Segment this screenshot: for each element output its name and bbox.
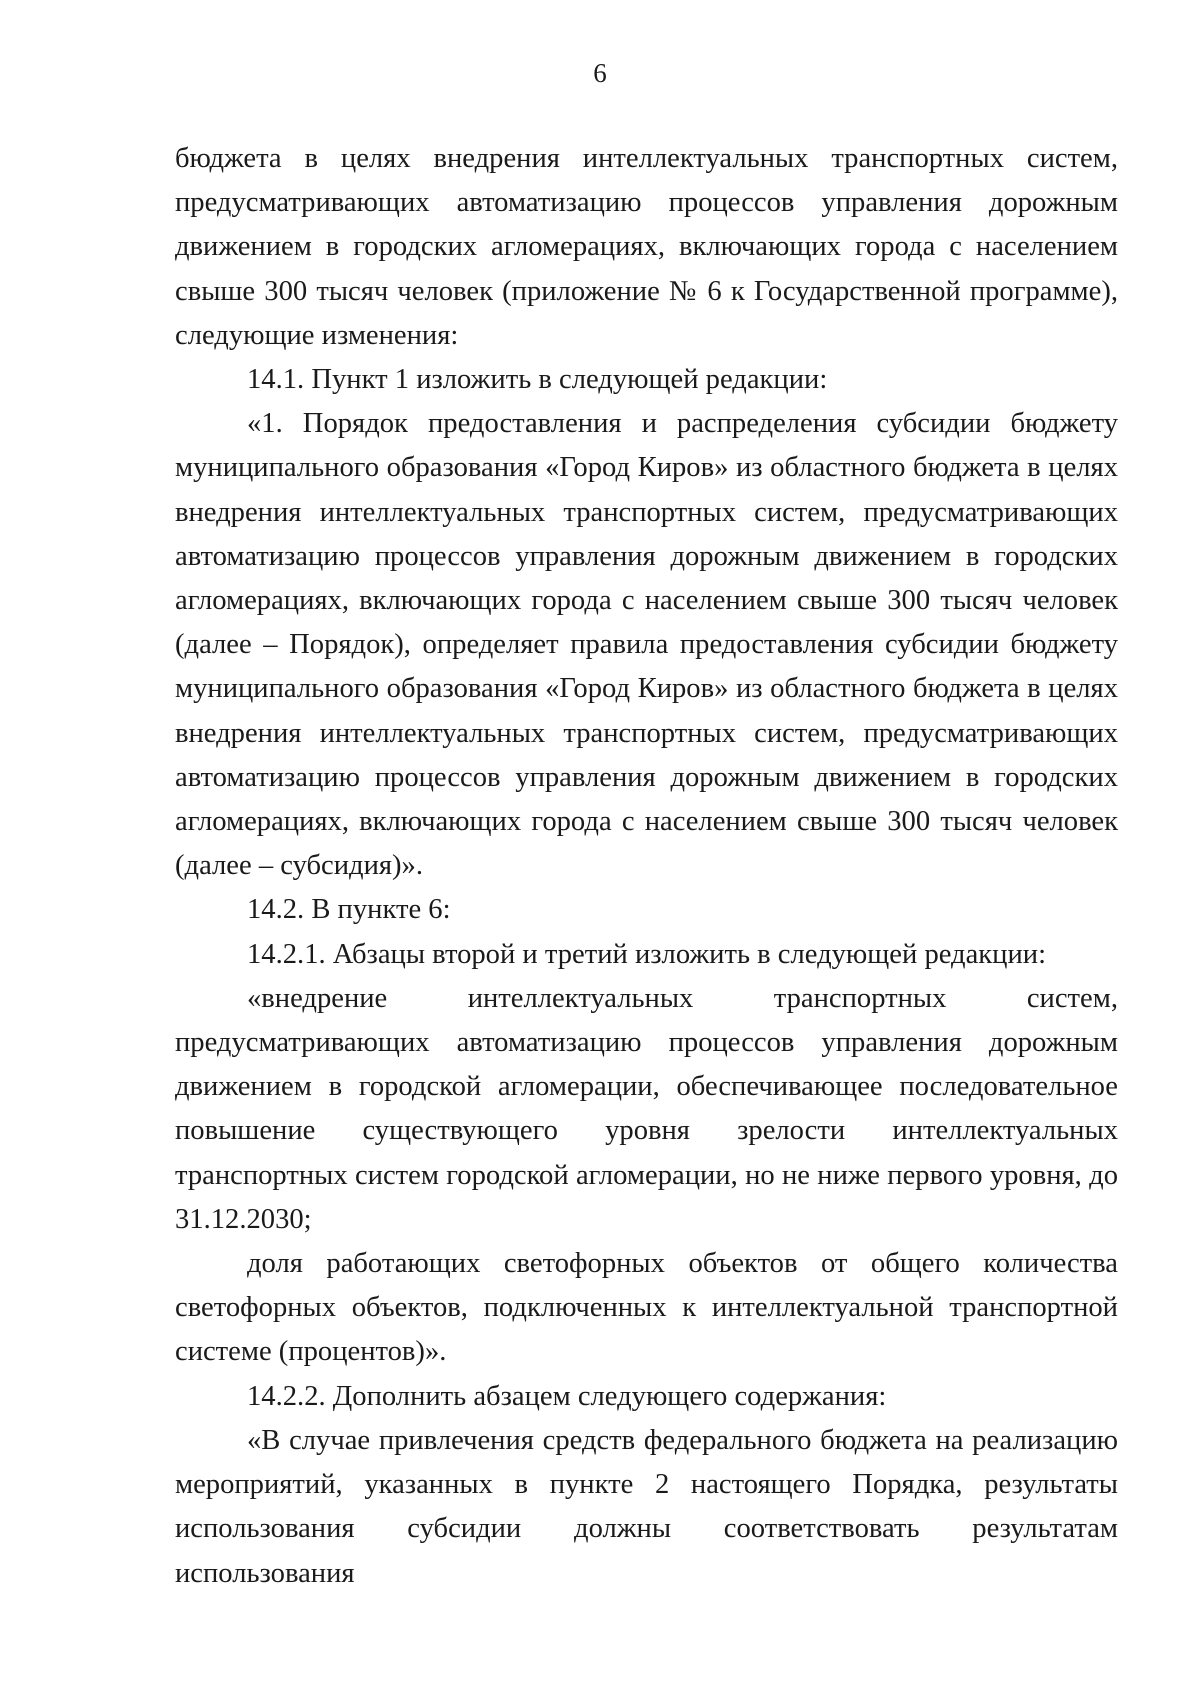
document-body (175, 137, 1118, 1596)
paragraph-quoted-federal-funds: «В случае привлечения средств федерального бюджета на реализацию мероприятий, указанных в пункте 2 настоящего Порядка, результаты использования субсидии должны соответствовать результатам использования (175, 1424, 1118, 1589)
paragraph-14-1: 14.1. Пункт 1 изложить в следующей редакции: (247, 364, 828, 396)
paragraph-14-2-2: 14.2.2. Дополнить абзацем следующего содержания: (247, 1380, 887, 1412)
paragraph-14-2: 14.2. В пункте 6: (247, 894, 451, 926)
paragraph-traffic-lights-share: доля работающих светофорных объектов от общего количества светофорных объектов, подключенных к интеллектуальной транспортной системе (процентов)». (175, 1248, 1118, 1368)
page-number: 6 (593, 58, 607, 88)
paragraph-continuation: бюджета в целях внедрения интеллектуальных транспортных систем, предусматривающих автоматизацию процессов управления дорожным движением в городских агломерациях, включающих города с населением свыше 300 тысяч человек (приложение № 6 к Государственной программе), следующие изменения: (175, 143, 1118, 351)
paragraph-14-2-1: 14.2.1. Абзацы второй и третий изложить в следующей редакции: (247, 938, 1047, 970)
paragraph-quoted-point-1: «1. Порядок предоставления и распределения субсидии бюджету муниципального образования «Город Киров» из областного бюджета в целях внедрения интеллектуальных транспортных систем, предусматривающих автоматизацию процессов управления дорожным движением в городских агломерациях, включающих города с населением свыше 300 тысяч человек (далее – Порядок), определяет правила предоставления субсидии бюджету муниципального образования «Город Киров» из областного бюджета в целях внедрения интеллектуальных транспортных систем, предусматривающих автоматизацию процессов управления дорожным движением в городских агломерациях, включающих города с населением свыше 300 тысяч человек (далее – субсидия)». (175, 408, 1118, 882)
paragraph-quoted-implementation: «внедрение интеллектуальных транспортных систем, предусматривающих автоматизацию процессов управления дорожным движением в городской агломерации, обеспечивающее последовательное повышение существующего уровня зрелости интеллектуальных транспортных систем городской агломерации, но не ниже первого уровня, до 31.12.2030; (175, 982, 1118, 1235)
